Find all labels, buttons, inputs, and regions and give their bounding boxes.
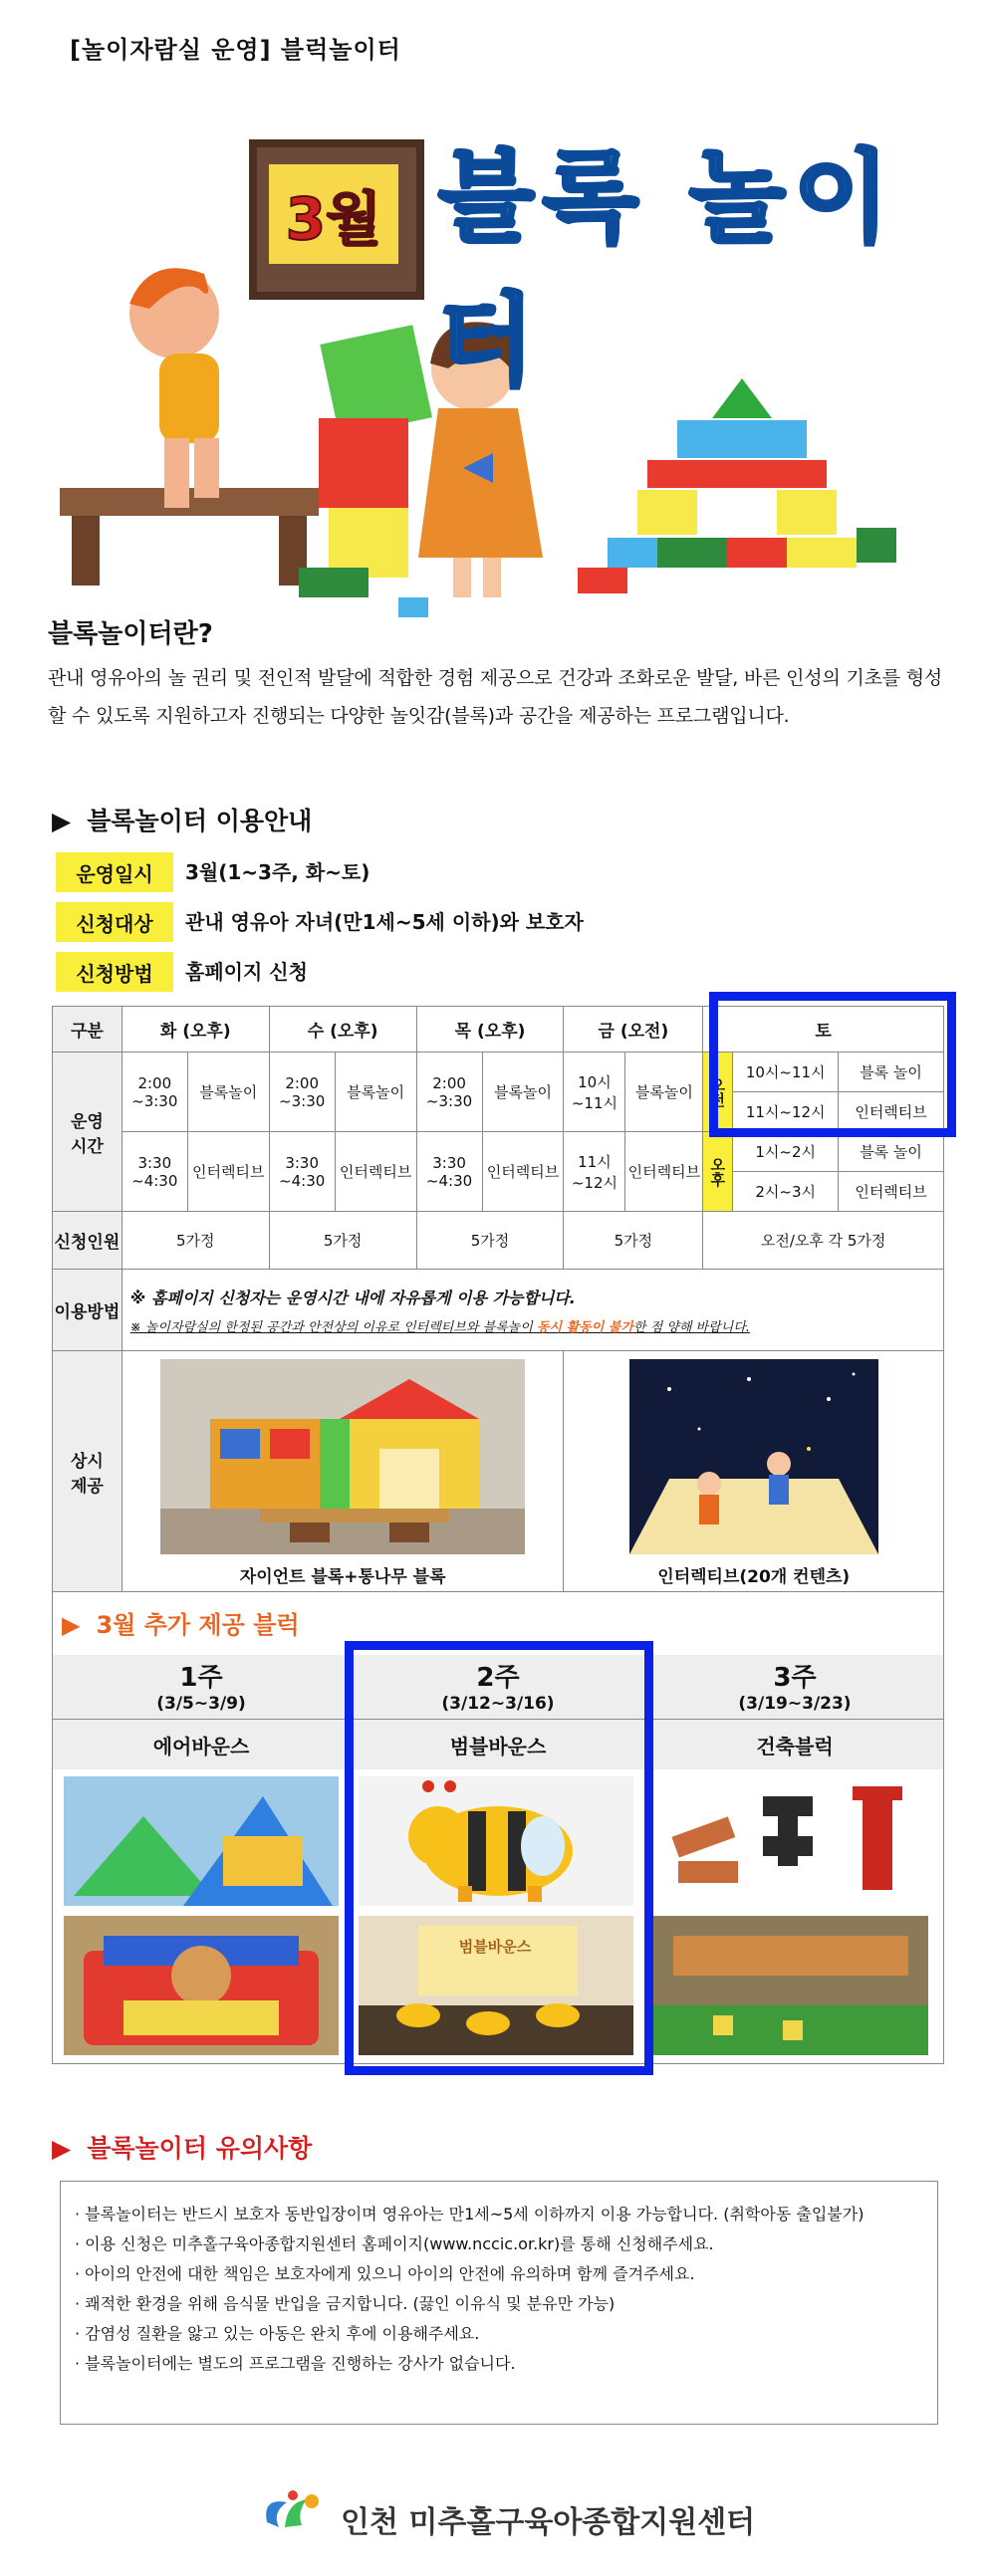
week-1-item: 에어바운스 [152, 1735, 250, 1758]
thu-time-1: 2:00 ~3:30 [416, 1053, 482, 1132]
week-3-item: 건축블럭 [756, 1735, 834, 1758]
sat-slot-time-1: 10시~11시 [733, 1053, 839, 1092]
fri-activity-1: 블록놀이 [625, 1053, 703, 1132]
extra-heading-row [62, 1605, 300, 1640]
thu-activity-1: 블록놀이 [482, 1053, 564, 1132]
center-logo-icon [257, 2487, 327, 2537]
triangle-bullet-icon: ▶ [52, 807, 72, 835]
wed-time-1: 2:00 ~3:30 [269, 1053, 335, 1132]
wed-activity-1: 블록놀이 [335, 1053, 416, 1132]
header-tue: 화 (오후) [122, 1007, 269, 1053]
sat-slot-activity-4: 인터렉티브 [839, 1172, 944, 1212]
method-line-2-post: 한 점 양해 바랍니다. [632, 1319, 750, 1335]
tue-time-1: 2:00 ~3:30 [122, 1053, 187, 1132]
month-badge [269, 164, 398, 264]
hero-month: 3월 [285, 185, 382, 253]
permanent-caption-1: 자이언트 블록+통나무 블록 [239, 1567, 446, 1587]
fri-time-1: 10시 ~11시 [564, 1053, 625, 1132]
week-1-dates: (3/5~3/9) [156, 1694, 246, 1714]
sat-slot-time-3: 1시~2시 [733, 1132, 839, 1172]
method-line-2-pre: ※ 놀이자람실의 한정된 공간과 안전상의 이유로 인터렉티브와 블록놀이 [129, 1319, 537, 1335]
week-2-dates: (3/12~3/16) [441, 1694, 555, 1714]
sat-slot-activity-3: 블록 놀이 [839, 1132, 944, 1172]
notice-box [60, 2181, 938, 2425]
notice-item: · 이용 신청은 미추홀구육아종합지원센터 홈페이지(www.nccic.or.kr)를 통해 신청해주세요. [75, 2234, 714, 2253]
week-2-label: 2주 [476, 1663, 520, 1693]
info-label-schedule: 운영일시 [56, 852, 173, 892]
capacity-tue: 5가정 [122, 1212, 269, 1270]
fri-activity-2: 인터렉티브 [625, 1132, 703, 1212]
sat-am-label: 오전 [703, 1053, 733, 1132]
wed-activity-2: 인터렉티브 [335, 1132, 416, 1212]
notice-heading: 블록놀이터 유의사항 [87, 2134, 313, 2163]
header-wed: 수 (오후) [269, 1007, 416, 1053]
week2-highlight-box [345, 1641, 653, 2075]
tue-activity-2: 인터렉티브 [187, 1132, 269, 1212]
method-cell [122, 1270, 943, 1351]
interactive-photo [629, 1359, 878, 1554]
notice-item: · 아이의 안전에 대한 책임은 보호자에게 있으니 아이의 안전에 유의하며 함께 즐겨주세요. [75, 2264, 695, 2283]
capacity-sat: 오전/오후 각 5가정 [703, 1212, 944, 1270]
guide-heading: 블록놀이터 이용안내 [87, 807, 313, 835]
sat-slot-time-2: 11시~12시 [733, 1092, 839, 1132]
row-label-time: 운영 시간 [53, 1053, 123, 1212]
permanent-block-cell [122, 1351, 564, 1592]
week-3-label: 3주 [773, 1663, 817, 1693]
extra-heading: 3월 추가 제공 블럭 [96, 1611, 300, 1639]
giant-block-photo [160, 1359, 525, 1554]
sat-slot-time-4: 2시~3시 [733, 1172, 839, 1212]
page-title: [놀이자람실 운영] 블럭놀이터 [70, 36, 401, 64]
method-line-2-emphasis: 동시 활동이 불가 [536, 1319, 633, 1335]
building-blocks-photos [653, 1776, 928, 2055]
info-value-schedule: 3월(1~3주, 화~토) [185, 860, 370, 884]
tue-activity-1: 블록놀이 [187, 1053, 269, 1132]
thu-time-2: 3:30 ~4:30 [416, 1132, 482, 1212]
row-label-permanent: 상시 제공 [53, 1351, 123, 1592]
hero-title: 블록 놀이터 [438, 139, 898, 399]
week-1-header [53, 1657, 350, 1714]
capacity-fri: 5가정 [564, 1212, 703, 1270]
notice-item: · 블록놀이터는 반드시 보호자 동반입장이며 영유아는 만1세~5세 이하까지 이용 가능합니다. (취학아동 출입불가) [75, 2205, 864, 2224]
capacity-wed: 5가정 [269, 1212, 416, 1270]
notice-item: · 쾌적한 환경을 위해 음식물 반입을 금지합니다. (끓인 이유식 및 분유만 가능) [75, 2294, 616, 2313]
method-line-2 [130, 1316, 943, 1335]
intro-heading: 블록놀이터란? [48, 619, 213, 649]
sat-pm-label: 오후 [703, 1132, 733, 1212]
triangle-bullet-icon: ▶ [52, 2134, 72, 2163]
week-3-dates: (3/19~3/23) [738, 1694, 852, 1714]
thu-activity-2: 인터렉티브 [482, 1132, 564, 1212]
notice-item: · 블록놀이터에는 별도의 프로그램을 진행하는 강사가 없습니다. [75, 2354, 516, 2373]
bumble-sign: 범블바운스 [458, 1938, 532, 1956]
guide-heading-row [52, 802, 312, 837]
week-1-label: 1주 [179, 1663, 223, 1693]
info-label-target: 신청대상 [56, 902, 173, 942]
footer-org: 인천 미추홀구육아종합지원센터 [341, 2505, 756, 2540]
saturday-highlight-box [709, 992, 956, 1137]
method-line-1: ※ 홈페이지 신청자는 운영시간 내에 자유롭게 이용 가능합니다. [129, 1288, 576, 1307]
permanent-caption-2: 인터렉티브(20개 컨텐츠) [657, 1567, 851, 1587]
header-sat: 토 [703, 1007, 944, 1053]
permanent-interactive-cell [564, 1351, 944, 1592]
wed-time-2: 3:30 ~4:30 [269, 1132, 335, 1212]
sat-slot-activity-2: 인터렉티브 [839, 1092, 944, 1132]
info-value-target: 관내 영유아 자녀(만1세~5세 이하)와 보호자 [185, 910, 584, 934]
info-label-method: 신청방법 [56, 952, 173, 992]
header-category: 구분 [53, 1007, 123, 1053]
header-thu: 목 (오후) [416, 1007, 564, 1053]
notice-list [61, 2182, 937, 2379]
tue-time-2: 3:30 ~4:30 [122, 1132, 187, 1212]
row-label-method: 이용방법 [53, 1270, 123, 1351]
info-value-method: 홈페이지 신청 [185, 960, 308, 984]
notice-heading-row [52, 2129, 312, 2165]
row-label-capacity: 신청인원 [53, 1212, 123, 1270]
week-2-item: 범블바운스 [449, 1735, 547, 1758]
sat-slot-activity-1: 블록 놀이 [839, 1053, 944, 1092]
fri-time-2: 11시 ~12시 [564, 1132, 625, 1212]
triangle-bullet-icon: ▶ [62, 1611, 81, 1639]
header-fri: 금 (오전) [564, 1007, 703, 1053]
capacity-thu: 5가정 [416, 1212, 564, 1270]
air-bounce-photos [64, 1776, 339, 2055]
intro-text: 관내 영유아의 놀 권리 및 전인적 발달에 적합한 경험 제공으로 건강과 조화로운 발달, 바른 인성의 기초를 형성할 수 있도록 지원하고자 진행되는 다양한 놀잇감(블록)과 공간을 제공하는 프로그램입니다. [48, 667, 943, 727]
week-3-header [646, 1657, 943, 1714]
notice-item: · 감염성 질환을 앓고 있는 아동은 완치 후에 이용해주세요. [75, 2324, 480, 2343]
